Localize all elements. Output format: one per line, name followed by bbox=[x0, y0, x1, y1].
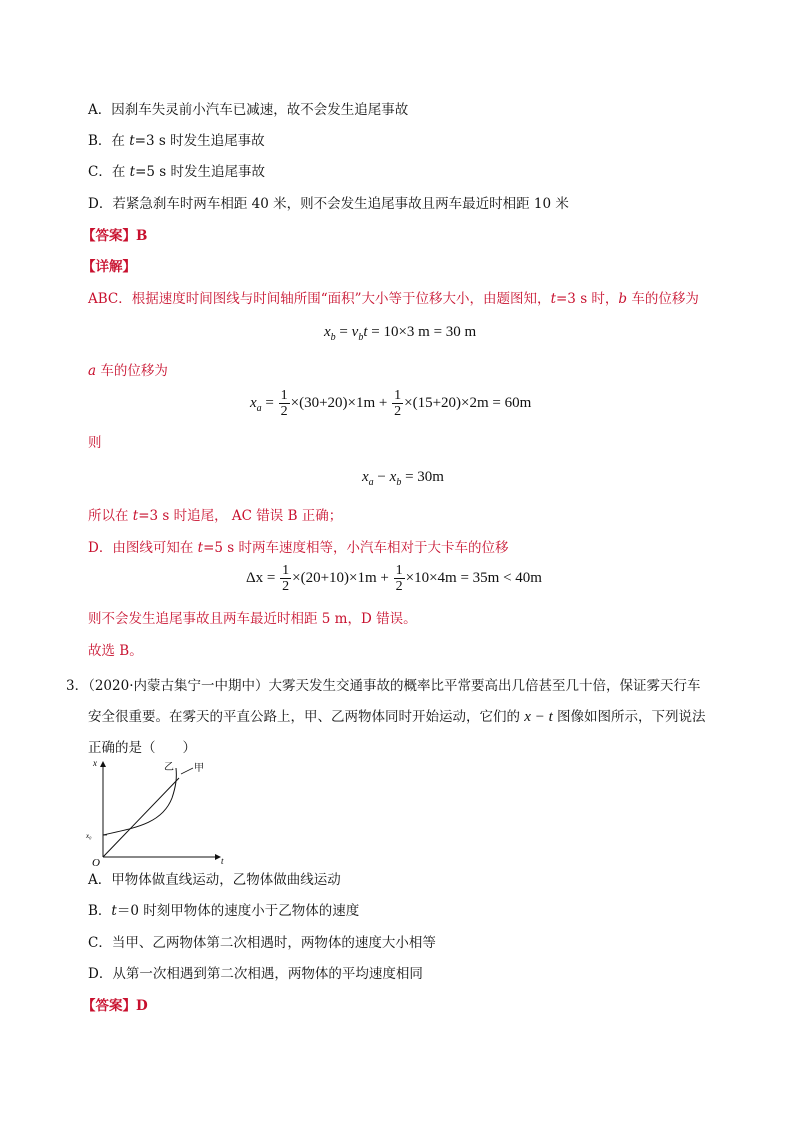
graph-label-yi: 乙 bbox=[164, 762, 174, 773]
graph-x-label: t bbox=[221, 856, 224, 866]
q3-option-d: D．从第一次相遇到第二次相遇，两物体的平均速度相同 bbox=[88, 966, 423, 982]
eq4-term1: ×(20+10)×1m + bbox=[292, 569, 389, 586]
q3-option-b-pre: B． bbox=[88, 903, 112, 919]
eq1-rest: = 10×3 m = 30 m bbox=[367, 324, 477, 340]
q2-abc-text-2: =3 s 时， bbox=[556, 291, 619, 307]
q3-option-a: A．甲物体做直线运动，乙物体做曲线运动 bbox=[88, 872, 341, 888]
xt-graph bbox=[84, 756, 234, 868]
eq2-x: x bbox=[250, 394, 257, 411]
graph-x0-label: x₀ bbox=[86, 832, 92, 840]
eq4-frac2-num: 1 bbox=[395, 563, 403, 578]
graph-y-label: x bbox=[93, 758, 97, 768]
q2-option-a: A．因刹车失灵前小汽车已减速，故不会发生追尾事故 bbox=[88, 102, 409, 118]
q2-d-explanation bbox=[88, 539, 508, 557]
eq3-x2: x bbox=[389, 469, 397, 485]
q3-stem2-post: 图像如图所示，下列说法 bbox=[552, 709, 706, 725]
q2-abc-text-1: ABC．根据速度时间图线与时间轴所围“面积”大小等于位移大小，由题图知， bbox=[88, 291, 551, 307]
eq1-sub-b: b bbox=[330, 332, 336, 343]
q2-d-pre: D．由图线可知在 bbox=[88, 540, 198, 556]
graph-label-jia-leader bbox=[181, 768, 193, 774]
q2-a-var: a bbox=[88, 363, 97, 379]
graph-label-jia: 甲 bbox=[194, 763, 204, 774]
graph-curve-yi bbox=[103, 768, 176, 835]
q2-option-c-pre: C．在 bbox=[88, 164, 130, 180]
eq2-frac2-den: 2 bbox=[394, 404, 402, 419]
q2-d-t: t bbox=[197, 540, 204, 556]
q2-option-b-pre: B．在 bbox=[88, 133, 130, 149]
q2-d-post: =5 s 时两车速度相等，小汽车相对于大卡车的位移 bbox=[203, 540, 509, 556]
q2-option-d: D．若紧急刹车时两车相距 40 米，则不会发生追尾事故且两车最近时相距 10 米 bbox=[88, 196, 569, 212]
eq2-fraction-2 bbox=[392, 388, 403, 419]
eq4-fraction-2 bbox=[394, 563, 405, 594]
eq2-frac1-num: 1 bbox=[280, 388, 288, 403]
equation-xa bbox=[250, 388, 531, 419]
eq2-sub-a: a bbox=[256, 402, 262, 414]
equation-delta-x bbox=[246, 563, 542, 594]
q3-option-b bbox=[88, 902, 359, 920]
eq1-sub-b2: b bbox=[358, 332, 364, 343]
q2-detail-heading: 【详解】 bbox=[82, 259, 136, 275]
q2-abc-b: b bbox=[618, 291, 628, 307]
q2-option-c-post: =5 s 时发生追尾事故 bbox=[135, 164, 265, 180]
q3-stem-line-1: 3．（2020·内蒙古集宁一中期中）大雾天发生交通事故的概率比平常要高出几倍甚至几十倍，保证雾天行车 bbox=[66, 678, 701, 694]
eq1-x: x bbox=[324, 324, 331, 340]
q3-stem2-var: x − t bbox=[524, 709, 553, 725]
q2-option-b bbox=[88, 132, 265, 150]
eq1-t: t bbox=[363, 324, 368, 340]
q2-abc-text-3: 车的位移为 bbox=[627, 291, 699, 307]
eq4-frac1-den: 2 bbox=[282, 579, 290, 594]
q2-option-c-var: t bbox=[129, 164, 136, 180]
q2-abc-explanation bbox=[88, 290, 699, 308]
eq3-minus: − bbox=[373, 469, 390, 485]
q2-so-pre: 所以在 bbox=[88, 508, 133, 524]
q3-option-c: C．当甲、乙两物体第二次相遇时，两物体的速度大小相等 bbox=[88, 935, 436, 951]
eq2-frac1-den: 2 bbox=[280, 404, 288, 419]
q2-a-text: 车的位移为 bbox=[96, 363, 168, 379]
eq3-sub-a: a bbox=[368, 477, 374, 488]
equation-xb: $x_b = v_bt = 10\times 3$ m = 30 m bbox=[324, 324, 477, 343]
q2-answer: 【答案】B bbox=[82, 228, 148, 244]
q2-then: 则 bbox=[88, 435, 102, 451]
eq4-fraction-1 bbox=[280, 563, 291, 594]
q3-stem-line-3: 正确的是（ ） bbox=[88, 740, 196, 756]
eq4-frac1-num: 1 bbox=[282, 563, 290, 578]
eq2-term1: ×(30+20)×1m + bbox=[290, 394, 388, 411]
q3-stem2-pre: 安全很重要。在雾天的平直公路上，甲、乙两物体同时开始运动，它们的 bbox=[88, 709, 525, 725]
q2-a-displacement-label bbox=[88, 362, 168, 380]
equation-xa-minus-xb bbox=[362, 469, 444, 488]
q3-option-b-post: ＝0 时刻甲物体的速度小于乙物体的速度 bbox=[116, 903, 360, 919]
q2-conclusion-abc bbox=[88, 507, 342, 525]
q3-answer: 【答案】D bbox=[82, 998, 148, 1014]
q2-d-conclusion: 则不会发生追尾事故且两车最近时相距 5 m，D 错误。 bbox=[88, 611, 417, 627]
eq4-frac2-den: 2 bbox=[395, 579, 403, 594]
q2-option-b-post: =3 s 时发生追尾事故 bbox=[134, 133, 265, 149]
eq3-sub-b: b bbox=[396, 477, 402, 488]
q3-stem-line-2 bbox=[88, 708, 706, 726]
q2-abc-t: t bbox=[550, 291, 556, 307]
graph-line-jia bbox=[103, 778, 179, 857]
q2-so-t: t bbox=[132, 508, 139, 524]
eq2-frac2-num: 1 bbox=[394, 388, 402, 403]
eq4-term2: ×10×4m = 35m < 40m bbox=[405, 569, 542, 586]
graph-origin-label: O bbox=[92, 857, 100, 868]
eq2-equals: = bbox=[261, 394, 278, 411]
q2-option-b-var: t bbox=[129, 133, 135, 149]
q3-option-b-var: t bbox=[111, 903, 117, 919]
eq3-x1: x bbox=[362, 469, 369, 485]
q2-option-c bbox=[88, 163, 265, 181]
q2-choose: 故选 B。 bbox=[88, 643, 143, 659]
eq2-term2: ×(15+20)×2m = 60m bbox=[404, 394, 532, 411]
eq3-rest: = 30m bbox=[401, 469, 444, 485]
eq2-fraction-1 bbox=[279, 388, 290, 419]
q2-so-post: =3 s 时追尾， AC 错误 B 正确； bbox=[138, 508, 343, 524]
eq4-lhs: Δx = bbox=[246, 569, 280, 586]
eq1-v: v bbox=[351, 324, 359, 340]
